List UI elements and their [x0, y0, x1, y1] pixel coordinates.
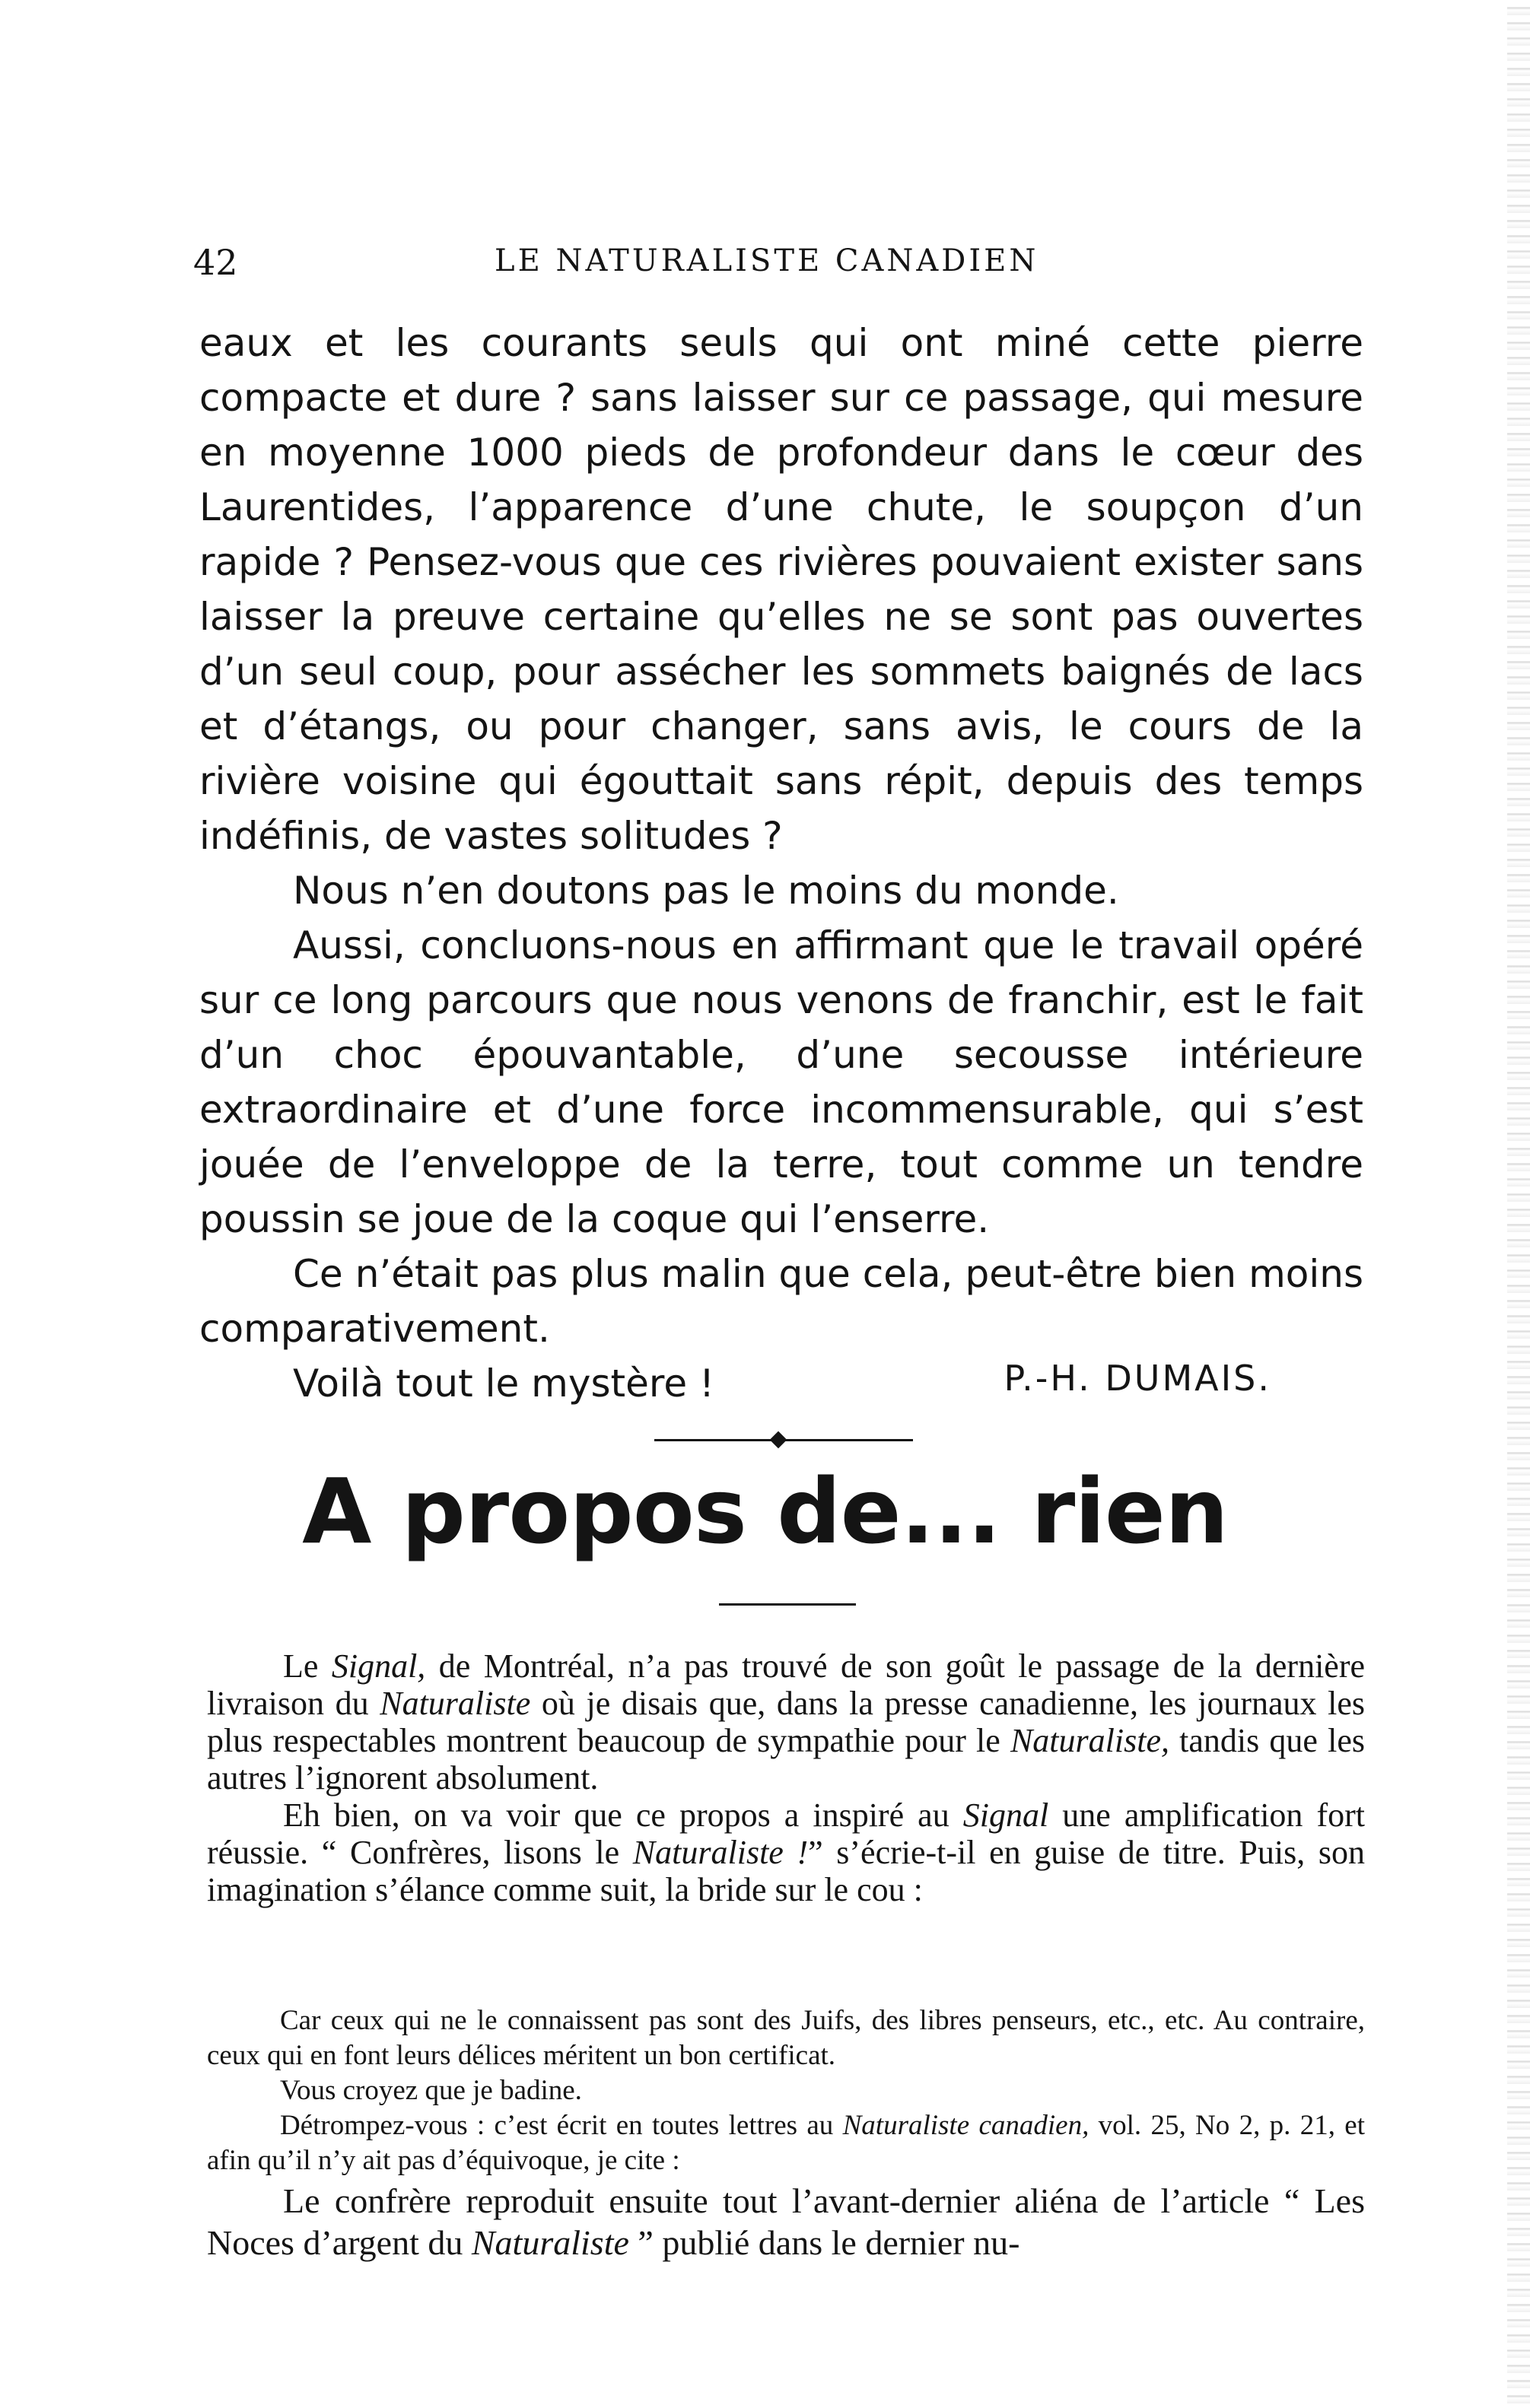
italic-run: Signal, — [331, 1647, 426, 1685]
quote-paragraph — [207, 2108, 1365, 2178]
italic-run: Naturaliste ! — [632, 1834, 809, 1871]
quote-paragraph: Car ceux qui ne le connaissent pas sont des Juifs, des libres penseurs, etc., etc. Au contraire, ceux qui en font leurs délices méritent un bon certificat. — [207, 2005, 1365, 2071]
text-run: Le confrère reproduit ensuite tout l’avant-dernier aliéna de l’article “ Les Noces d’argent du — [207, 2181, 1365, 2262]
text-run: ” s’écrie-t-il en guise de titre. Puis, son imagination s’élance comme suit, la bride sur le cou : — [207, 1834, 1365, 1908]
title-rule — [719, 1603, 856, 1606]
paragraph: Nous n’en doutons pas le moins du monde. — [293, 869, 1119, 913]
article-body — [207, 1647, 1365, 1908]
text-run: Le — [283, 1647, 332, 1685]
author-signature: P.-H. DUMAIS. — [1004, 1358, 1271, 1399]
article-title: A propos de... rien — [302, 1459, 1228, 1564]
paragraph: Aussi, concluons-nous en affirmant que le travail opéré sur ce long parcours que nous venons de franchir, est le fait d’un choc épouvantable, d’une secousse intérieure extraordinaire et d’une force incommensurable, qui s’est jouée de l’enveloppe de la terre, tout comme un tendre poussin se joue de la coque qui l’enserre. — [199, 923, 1363, 1241]
paragraph — [207, 1647, 1365, 1796]
italic-run: Naturaliste — [380, 1685, 531, 1722]
text-run: Eh bien, on va voir que ce propos a inspiré au — [283, 1796, 963, 1834]
text-run: Détrompez-vous : c’est écrit en toutes lettres au — [280, 2110, 843, 2141]
text-run: une amplification fort réussie. “ Confrères, lisons le — [207, 1796, 1365, 1871]
section-divider-ornament — [654, 1436, 913, 1444]
paragraph: Voilà tout le mystère ! — [293, 1361, 715, 1406]
paragraph: Ce n’était pas plus malin que cela, peut-être bien moins comparativement. — [199, 1252, 1363, 1351]
continued-article-text — [199, 316, 1363, 1411]
paragraph — [207, 2180, 1365, 2263]
quote-paragraph: Vous croyez que je badine. — [280, 2075, 582, 2106]
italic-run: Naturaliste canadien, — [842, 2110, 1089, 2141]
text-run: tandis que les autres l’ignorent absolument. — [207, 1722, 1366, 1796]
paragraph — [207, 1796, 1365, 1908]
paragraph: eaux et les courants seuls qui ont miné cette pierre compacte et dure ? sans laisser sur ce passage, qui mesure en moyenne 1000 pieds de profondeur dans le cœur des Laurentides, l’apparence d’une chute, le soupçon d’un rapide ? Pensez-vous que ces rivières pouvaient exister sans laisser la preuve certaine qu’elles ne se sont pas ouvertes d’un seul coup, pour assécher les sommets baignés de lacs et d’étangs, ou pour changer, sans avis, le cours de la rivière voisine qui égouttait sans répit, depuis des temps indéfinis, de vastes solitudes ? — [199, 321, 1363, 858]
page-edge-scan-noise — [1507, 0, 1530, 2408]
diamond-ornament-icon — [770, 1431, 787, 1449]
page-number: 42 — [193, 242, 238, 283]
text-run: où je disais que, dans la presse canadienne, les journaux les plus respectables montrent beaucoup de sympathie pour le — [207, 1685, 1366, 1759]
italic-run: Naturaliste, — [1010, 1722, 1169, 1759]
block-quote — [207, 2003, 1365, 2178]
running-head: LE NATURALISTE CANADIEN — [495, 243, 1039, 278]
italic-run: Signal — [962, 1796, 1049, 1834]
text-run: vol. 25, No 2, p. 21, et afin qu’il n’y ait pas d’équivoque, je cite : — [207, 2110, 1365, 2176]
article-body-continued — [207, 2180, 1365, 2263]
text-run: ” publié dans le dernier nu- — [628, 2223, 1020, 2262]
text-run: de Montréal, n’a pas trouvé de son goût le passage de la dernière livraison du — [207, 1647, 1366, 1722]
italic-run: Naturaliste — [471, 2223, 629, 2262]
